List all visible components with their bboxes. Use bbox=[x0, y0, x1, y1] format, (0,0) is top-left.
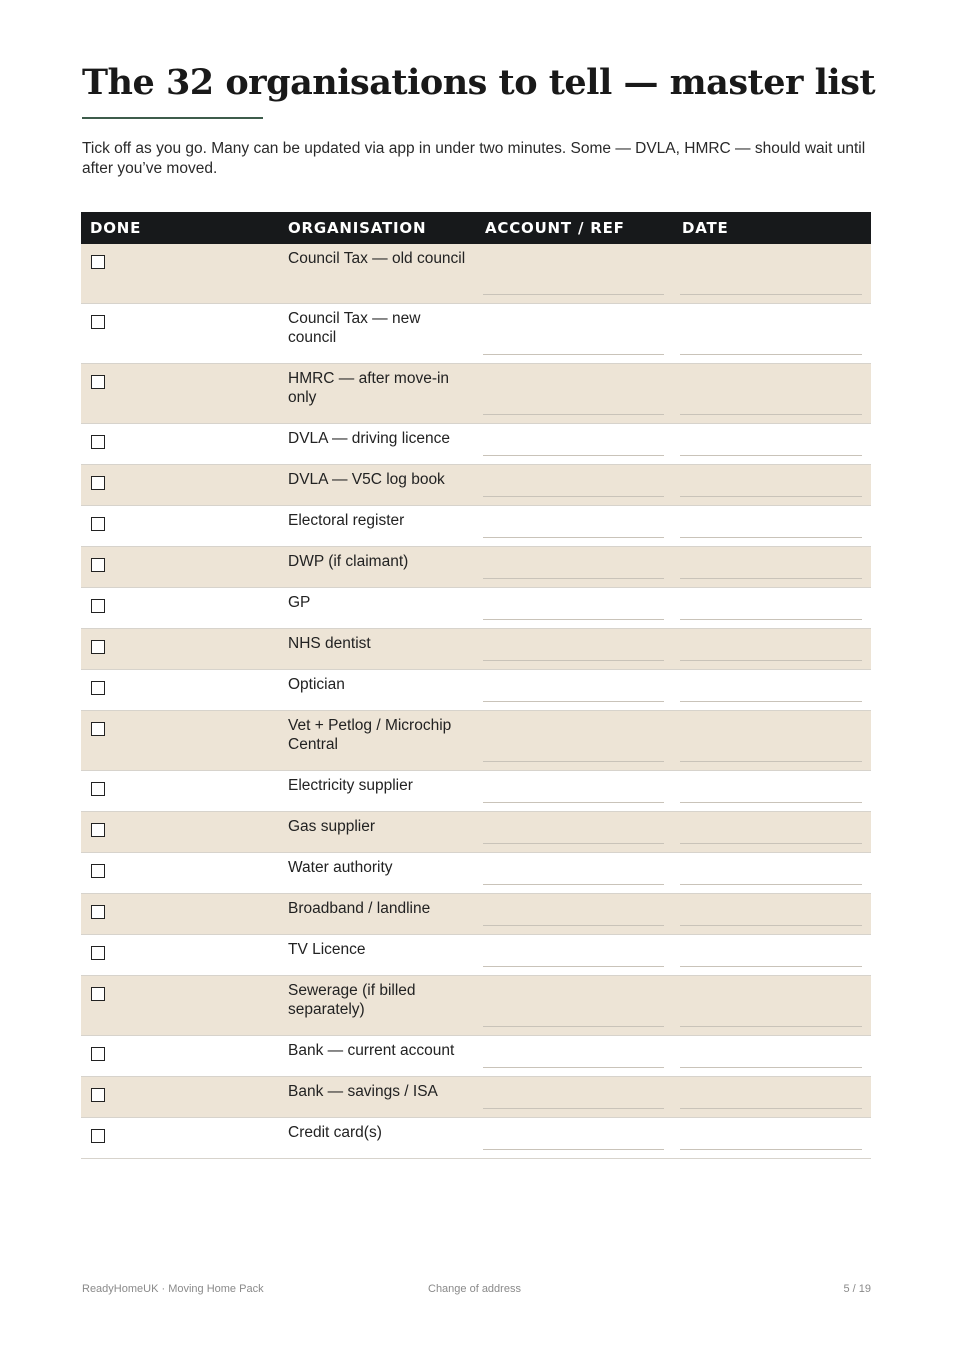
date-write-line[interactable] bbox=[680, 619, 862, 620]
date-cell bbox=[673, 547, 871, 587]
done-cell bbox=[81, 670, 279, 710]
date-cell bbox=[673, 1036, 871, 1076]
date-cell bbox=[673, 506, 871, 546]
table-row bbox=[81, 588, 871, 629]
done-cell bbox=[81, 629, 279, 669]
organisation-name: DVLA — V5C log book bbox=[288, 471, 445, 488]
done-checkbox[interactable] bbox=[91, 517, 105, 531]
account-ref-write-line[interactable] bbox=[483, 455, 664, 456]
account-ref-cell bbox=[476, 670, 673, 710]
date-write-line[interactable] bbox=[680, 294, 862, 295]
done-cell bbox=[81, 364, 279, 423]
organisation-name: Optician bbox=[288, 676, 345, 693]
organisation-name: DVLA — driving licence bbox=[288, 430, 450, 447]
account-ref-cell bbox=[476, 304, 673, 363]
account-ref-write-line[interactable] bbox=[483, 496, 664, 497]
organisation-name: Water authority bbox=[288, 859, 393, 876]
date-write-line[interactable] bbox=[680, 414, 862, 415]
account-ref-write-line[interactable] bbox=[483, 537, 664, 538]
footer-brand: ReadyHomeUK · Moving Home Pack bbox=[82, 1283, 264, 1295]
account-ref-write-line[interactable] bbox=[483, 294, 664, 295]
organisation-name: HMRC — after move-in only bbox=[288, 370, 450, 406]
done-cell bbox=[81, 771, 279, 811]
done-checkbox[interactable] bbox=[91, 1129, 105, 1143]
account-ref-cell bbox=[476, 244, 673, 303]
done-cell bbox=[81, 304, 279, 363]
date-cell bbox=[673, 711, 871, 770]
date-write-line[interactable] bbox=[680, 761, 862, 762]
organisation-name: Broadband / landline bbox=[288, 900, 431, 917]
done-checkbox[interactable] bbox=[91, 558, 105, 572]
table-row bbox=[81, 894, 871, 935]
done-cell bbox=[81, 711, 279, 770]
account-ref-cell bbox=[476, 894, 673, 934]
organisations-table bbox=[81, 212, 871, 1159]
done-checkbox[interactable] bbox=[91, 476, 105, 490]
done-checkbox[interactable] bbox=[91, 315, 105, 329]
footer-page-number: 5 / 19 bbox=[843, 1283, 871, 1295]
account-ref-cell bbox=[476, 976, 673, 1035]
done-checkbox[interactable] bbox=[91, 946, 105, 960]
done-checkbox[interactable] bbox=[91, 782, 105, 796]
date-write-line[interactable] bbox=[680, 354, 862, 355]
account-ref-cell bbox=[476, 1118, 673, 1158]
table-row bbox=[81, 244, 871, 304]
done-checkbox[interactable] bbox=[91, 987, 105, 1001]
date-cell bbox=[673, 588, 871, 628]
done-checkbox[interactable] bbox=[91, 1047, 105, 1061]
done-checkbox[interactable] bbox=[91, 1088, 105, 1102]
organisation-name: Gas supplier bbox=[288, 818, 376, 835]
date-cell bbox=[673, 935, 871, 975]
done-checkbox[interactable] bbox=[91, 681, 105, 695]
table-header bbox=[81, 212, 871, 244]
account-ref-cell bbox=[476, 424, 673, 464]
footer-section: Change of address bbox=[428, 1283, 521, 1295]
table-row bbox=[81, 629, 871, 670]
account-ref-write-line[interactable] bbox=[483, 884, 664, 885]
date-cell bbox=[673, 1077, 871, 1117]
account-ref-cell bbox=[476, 364, 673, 423]
date-write-line[interactable] bbox=[680, 884, 862, 885]
account-ref-write-line[interactable] bbox=[483, 414, 664, 415]
date-write-line[interactable] bbox=[680, 701, 862, 702]
account-ref-cell bbox=[476, 547, 673, 587]
date-cell bbox=[673, 629, 871, 669]
account-ref-cell bbox=[476, 1036, 673, 1076]
title-underline bbox=[82, 117, 263, 119]
date-write-line[interactable] bbox=[680, 1108, 862, 1109]
done-cell bbox=[81, 976, 279, 1035]
table-row bbox=[81, 771, 871, 812]
done-checkbox[interactable] bbox=[91, 864, 105, 878]
organisation-name: Credit card(s) bbox=[288, 1124, 382, 1141]
account-ref-cell bbox=[476, 812, 673, 852]
done-checkbox[interactable] bbox=[91, 255, 105, 269]
date-cell bbox=[673, 976, 871, 1035]
date-cell bbox=[673, 853, 871, 893]
account-ref-write-line[interactable] bbox=[483, 578, 664, 579]
done-cell bbox=[81, 244, 279, 303]
table-row bbox=[81, 506, 871, 547]
header-date: DATE bbox=[682, 219, 729, 237]
done-cell bbox=[81, 935, 279, 975]
date-write-line[interactable] bbox=[680, 455, 862, 456]
organisation-name: GP bbox=[288, 594, 311, 611]
header-account-ref: ACCOUNT / REF bbox=[485, 219, 625, 237]
date-cell bbox=[673, 812, 871, 852]
account-ref-cell bbox=[476, 465, 673, 505]
organisation-name: NHS dentist bbox=[288, 635, 371, 652]
done-cell bbox=[81, 853, 279, 893]
date-write-line[interactable] bbox=[680, 496, 862, 497]
done-checkbox[interactable] bbox=[91, 599, 105, 613]
account-ref-write-line[interactable] bbox=[483, 843, 664, 844]
date-cell bbox=[673, 771, 871, 811]
table-row bbox=[81, 364, 871, 424]
done-cell bbox=[81, 588, 279, 628]
done-checkbox[interactable] bbox=[91, 722, 105, 736]
account-ref-write-line[interactable] bbox=[483, 619, 664, 620]
date-cell bbox=[673, 364, 871, 423]
page-title: The 32 organisations to tell — master list bbox=[82, 62, 876, 103]
table-row bbox=[81, 1036, 871, 1077]
table-row bbox=[81, 1077, 871, 1118]
organisation-name: Bank — savings / ISA bbox=[288, 1083, 438, 1100]
done-checkbox[interactable] bbox=[91, 905, 105, 919]
table-row bbox=[81, 1118, 871, 1159]
date-write-line[interactable] bbox=[680, 537, 862, 538]
organisation-name: Bank — current account bbox=[288, 1042, 455, 1059]
table-row bbox=[81, 711, 871, 771]
date-cell bbox=[673, 424, 871, 464]
account-ref-cell bbox=[476, 629, 673, 669]
done-cell bbox=[81, 506, 279, 546]
done-checkbox[interactable] bbox=[91, 640, 105, 654]
table-row bbox=[81, 976, 871, 1036]
done-cell bbox=[81, 1036, 279, 1076]
done-checkbox[interactable] bbox=[91, 823, 105, 837]
account-ref-write-line[interactable] bbox=[483, 925, 664, 926]
table-row bbox=[81, 547, 871, 588]
organisation-name: Council Tax — new council bbox=[288, 310, 421, 346]
date-cell bbox=[673, 670, 871, 710]
date-cell bbox=[673, 894, 871, 934]
organisation-name: TV Licence bbox=[288, 941, 366, 958]
header-done: DONE bbox=[90, 219, 142, 237]
account-ref-write-line[interactable] bbox=[483, 1026, 664, 1027]
date-write-line[interactable] bbox=[680, 578, 862, 579]
date-write-line[interactable] bbox=[680, 1149, 862, 1150]
date-cell bbox=[673, 244, 871, 303]
done-cell bbox=[81, 1118, 279, 1158]
done-checkbox[interactable] bbox=[91, 375, 105, 389]
date-cell bbox=[673, 304, 871, 363]
account-ref-cell bbox=[476, 853, 673, 893]
date-write-line[interactable] bbox=[680, 843, 862, 844]
date-write-line[interactable] bbox=[680, 925, 862, 926]
header-organisation: ORGANISATION bbox=[288, 219, 427, 237]
account-ref-write-line[interactable] bbox=[483, 660, 664, 661]
account-ref-write-line[interactable] bbox=[483, 1108, 664, 1109]
account-ref-write-line[interactable] bbox=[483, 354, 664, 355]
account-ref-write-line[interactable] bbox=[483, 1067, 664, 1068]
done-checkbox[interactable] bbox=[91, 435, 105, 449]
organisation-name: Electricity supplier bbox=[288, 777, 413, 794]
table-row bbox=[81, 935, 871, 976]
organisation-name: Sewerage (if billed separately) bbox=[288, 982, 416, 1018]
account-ref-write-line[interactable] bbox=[483, 966, 664, 967]
date-write-line[interactable] bbox=[680, 802, 862, 803]
organisation-name: DWP (if claimant) bbox=[288, 553, 409, 570]
done-cell bbox=[81, 894, 279, 934]
done-cell bbox=[81, 424, 279, 464]
account-ref-write-line[interactable] bbox=[483, 802, 664, 803]
done-cell bbox=[81, 1077, 279, 1117]
table-body bbox=[81, 244, 871, 1159]
account-ref-cell bbox=[476, 771, 673, 811]
organisation-name: Vet + Petlog / Microchip Central bbox=[288, 717, 452, 753]
date-write-line[interactable] bbox=[680, 1026, 862, 1027]
table-row bbox=[81, 670, 871, 711]
account-ref-cell bbox=[476, 1077, 673, 1117]
table-row bbox=[81, 812, 871, 853]
account-ref-write-line[interactable] bbox=[483, 761, 664, 762]
table-row bbox=[81, 853, 871, 894]
done-cell bbox=[81, 465, 279, 505]
date-cell bbox=[673, 465, 871, 505]
date-write-line[interactable] bbox=[680, 1067, 862, 1068]
account-ref-cell bbox=[476, 588, 673, 628]
account-ref-write-line[interactable] bbox=[483, 701, 664, 702]
account-ref-write-line[interactable] bbox=[483, 1149, 664, 1150]
date-cell bbox=[673, 1118, 871, 1158]
table-row bbox=[81, 465, 871, 506]
done-cell bbox=[81, 547, 279, 587]
table-row bbox=[81, 424, 871, 465]
intro-text: Tick off as you go. Many can be updated via app in under two minutes. Some — DVLA, HMRC — should wait until after you’ve moved. bbox=[82, 140, 866, 177]
date-write-line[interactable] bbox=[680, 966, 862, 967]
account-ref-cell bbox=[476, 935, 673, 975]
organisation-name: Electoral register bbox=[288, 512, 405, 529]
account-ref-cell bbox=[476, 711, 673, 770]
table-row bbox=[81, 304, 871, 364]
date-write-line[interactable] bbox=[680, 660, 862, 661]
account-ref-cell bbox=[476, 506, 673, 546]
done-cell bbox=[81, 812, 279, 852]
organisation-name: Council Tax — old council bbox=[288, 250, 466, 267]
